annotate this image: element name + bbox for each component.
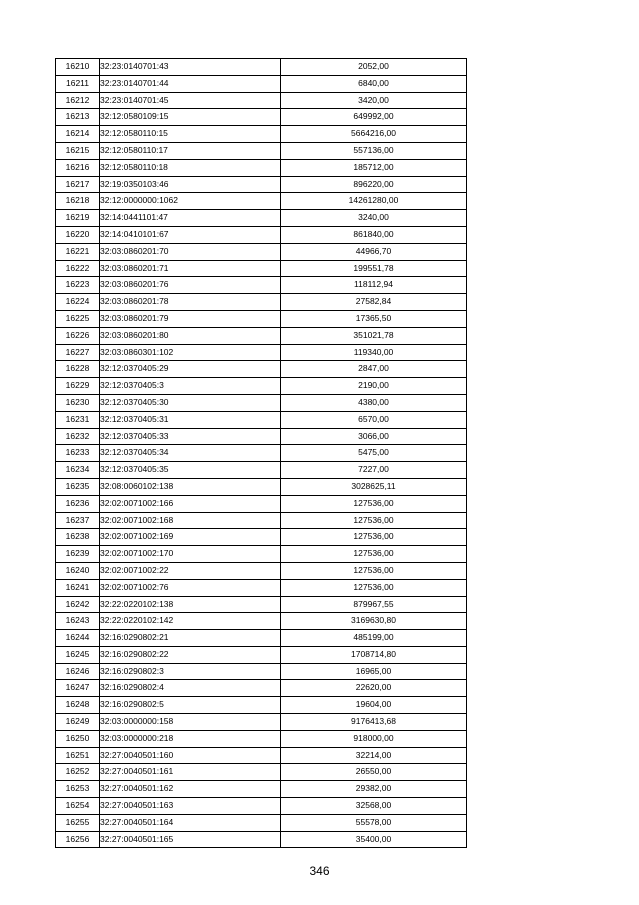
value-cell: 3240,00 <box>281 210 467 227</box>
value-cell: 22620,00 <box>281 680 467 697</box>
cadastral-number-cell: 32:23:0140701:45 <box>100 92 281 109</box>
cadastral-number-cell: 32:22:0220102:138 <box>100 596 281 613</box>
cadastral-number-cell: 32:02:0071002:22 <box>100 562 281 579</box>
row-number-cell: 16222 <box>56 260 100 277</box>
row-number-cell: 16225 <box>56 310 100 327</box>
cadastral-number-cell: 32:03:0860201:79 <box>100 310 281 327</box>
value-cell: 17365,50 <box>281 310 467 327</box>
cadastral-number-cell: 32:12:0000000:1062 <box>100 193 281 210</box>
table-row <box>56 814 467 831</box>
row-number-cell: 16221 <box>56 243 100 260</box>
table-row <box>56 697 467 714</box>
row-number-cell: 16227 <box>56 344 100 361</box>
row-number-cell: 16247 <box>56 680 100 697</box>
value-cell: 879967,55 <box>281 596 467 613</box>
value-cell: 4380,00 <box>281 394 467 411</box>
page-number: 346 <box>309 864 330 878</box>
value-cell: 3420,00 <box>281 92 467 109</box>
value-cell: 127536,00 <box>281 546 467 563</box>
table-row <box>56 613 467 630</box>
cadastral-number-cell: 32:12:0370405:33 <box>100 428 281 445</box>
cadastral-number-cell: 32:03:0860201:71 <box>100 260 281 277</box>
row-number-cell: 16242 <box>56 596 100 613</box>
table-row <box>56 159 467 176</box>
value-cell: 118112,94 <box>281 277 467 294</box>
row-number-cell: 16211 <box>56 75 100 92</box>
table-row <box>56 798 467 815</box>
row-number-cell: 16219 <box>56 210 100 227</box>
row-number-cell: 16223 <box>56 277 100 294</box>
cadastral-number-cell: 32:27:0040501:164 <box>100 814 281 831</box>
value-cell: 29382,00 <box>281 781 467 798</box>
row-number-cell: 16250 <box>56 730 100 747</box>
value-cell: 5475,00 <box>281 445 467 462</box>
records-table-body <box>56 59 467 848</box>
table-row <box>56 646 467 663</box>
table-row <box>56 445 467 462</box>
table-row <box>56 512 467 529</box>
cadastral-number-cell: 32:02:0071002:170 <box>100 546 281 563</box>
row-number-cell: 16213 <box>56 109 100 126</box>
cadastral-number-cell: 32:27:0040501:165 <box>100 831 281 848</box>
value-cell: 127536,00 <box>281 529 467 546</box>
value-cell: 32568,00 <box>281 798 467 815</box>
table-row <box>56 59 467 76</box>
cadastral-number-cell: 32:12:0370405:34 <box>100 445 281 462</box>
cadastral-number-cell: 32:03:0860201:80 <box>100 327 281 344</box>
table-row <box>56 75 467 92</box>
row-number-cell: 16232 <box>56 428 100 445</box>
cadastral-number-cell: 32:03:0860201:76 <box>100 277 281 294</box>
table-row <box>56 411 467 428</box>
cadastral-number-cell: 32:02:0071002:168 <box>100 512 281 529</box>
row-number-cell: 16235 <box>56 478 100 495</box>
table-row <box>56 680 467 697</box>
value-cell: 35400,00 <box>281 831 467 848</box>
value-cell: 1708714,80 <box>281 646 467 663</box>
cadastral-number-cell: 32:22:0220102:142 <box>100 613 281 630</box>
cadastral-number-cell: 32:12:0370405:29 <box>100 361 281 378</box>
cadastral-number-cell: 32:19:0350103:46 <box>100 176 281 193</box>
value-cell: 9176413,68 <box>281 714 467 731</box>
cadastral-number-cell: 32:03:0860301:102 <box>100 344 281 361</box>
cadastral-number-cell: 32:14:0410101:67 <box>100 226 281 243</box>
value-cell: 16965,00 <box>281 663 467 680</box>
value-cell: 557136,00 <box>281 142 467 159</box>
row-number-cell: 16228 <box>56 361 100 378</box>
cadastral-number-cell: 32:27:0040501:162 <box>100 781 281 798</box>
cadastral-number-cell: 32:23:0140701:44 <box>100 75 281 92</box>
row-number-cell: 16215 <box>56 142 100 159</box>
table-row <box>56 495 467 512</box>
row-number-cell: 16234 <box>56 462 100 479</box>
value-cell: 119340,00 <box>281 344 467 361</box>
value-cell: 3169630,80 <box>281 613 467 630</box>
value-cell: 32214,00 <box>281 747 467 764</box>
value-cell: 649992,00 <box>281 109 467 126</box>
row-number-cell: 16218 <box>56 193 100 210</box>
table-row <box>56 327 467 344</box>
row-number-cell: 16243 <box>56 613 100 630</box>
row-number-cell: 16226 <box>56 327 100 344</box>
cadastral-number-cell: 32:03:0000000:218 <box>100 730 281 747</box>
cadastral-number-cell: 32:03:0860201:70 <box>100 243 281 260</box>
value-cell: 127536,00 <box>281 512 467 529</box>
row-number-cell: 16224 <box>56 294 100 311</box>
cadastral-number-cell: 32:16:0290802:5 <box>100 697 281 714</box>
value-cell: 918000,00 <box>281 730 467 747</box>
table-row <box>56 562 467 579</box>
value-cell: 3066,00 <box>281 428 467 445</box>
row-number-cell: 16254 <box>56 798 100 815</box>
cadastral-number-cell: 32:14:0441101:47 <box>100 210 281 227</box>
cadastral-number-cell: 32:02:0071002:169 <box>100 529 281 546</box>
cadastral-number-cell: 32:12:0370405:3 <box>100 378 281 395</box>
table-row <box>56 378 467 395</box>
row-number-cell: 16229 <box>56 378 100 395</box>
cadastral-number-cell: 32:23:0140701:43 <box>100 59 281 76</box>
row-number-cell: 16248 <box>56 697 100 714</box>
row-number-cell: 16246 <box>56 663 100 680</box>
value-cell: 27582,84 <box>281 294 467 311</box>
row-number-cell: 16217 <box>56 176 100 193</box>
table-row <box>56 310 467 327</box>
table-row <box>56 344 467 361</box>
row-number-cell: 16233 <box>56 445 100 462</box>
cadastral-number-cell: 32:12:0580109:15 <box>100 109 281 126</box>
table-row <box>56 478 467 495</box>
table-row <box>56 462 467 479</box>
row-number-cell: 16255 <box>56 814 100 831</box>
row-number-cell: 16240 <box>56 562 100 579</box>
row-number-cell: 16230 <box>56 394 100 411</box>
value-cell: 2052,00 <box>281 59 467 76</box>
value-cell: 19604,00 <box>281 697 467 714</box>
cadastral-number-cell: 32:12:0580110:18 <box>100 159 281 176</box>
row-number-cell: 16245 <box>56 646 100 663</box>
value-cell: 26550,00 <box>281 764 467 781</box>
row-number-cell: 16238 <box>56 529 100 546</box>
cadastral-number-cell: 32:16:0290802:21 <box>100 630 281 647</box>
cadastral-number-cell: 32:12:0580110:17 <box>100 142 281 159</box>
table-row <box>56 747 467 764</box>
cadastral-number-cell: 32:16:0290802:4 <box>100 680 281 697</box>
row-number-cell: 16237 <box>56 512 100 529</box>
value-cell: 185712,00 <box>281 159 467 176</box>
cadastral-number-cell: 32:08:0060102:138 <box>100 478 281 495</box>
table-row <box>56 126 467 143</box>
row-number-cell: 16251 <box>56 747 100 764</box>
row-number-cell: 16249 <box>56 714 100 731</box>
table-row <box>56 714 467 731</box>
value-cell: 5664216,00 <box>281 126 467 143</box>
row-number-cell: 16241 <box>56 579 100 596</box>
value-cell: 861840,00 <box>281 226 467 243</box>
row-number-cell: 16210 <box>56 59 100 76</box>
row-number-cell: 16216 <box>56 159 100 176</box>
table-row <box>56 109 467 126</box>
cadastral-number-cell: 32:02:0071002:166 <box>100 495 281 512</box>
table-row <box>56 781 467 798</box>
row-number-cell: 16220 <box>56 226 100 243</box>
cadastral-number-cell: 32:16:0290802:22 <box>100 646 281 663</box>
value-cell: 127536,00 <box>281 562 467 579</box>
cadastral-number-cell: 32:27:0040501:163 <box>100 798 281 815</box>
cadastral-number-cell: 32:02:0071002:76 <box>100 579 281 596</box>
cadastral-number-cell: 32:12:0370405:35 <box>100 462 281 479</box>
cadastral-number-cell: 32:12:0370405:30 <box>100 394 281 411</box>
table-row <box>56 546 467 563</box>
cadastral-number-cell: 32:12:0580110:15 <box>100 126 281 143</box>
table-row <box>56 596 467 613</box>
cadastral-number-cell: 32:16:0290802:3 <box>100 663 281 680</box>
row-number-cell: 16253 <box>56 781 100 798</box>
table-row <box>56 193 467 210</box>
table-row <box>56 831 467 848</box>
row-number-cell: 16212 <box>56 92 100 109</box>
table-row <box>56 361 467 378</box>
value-cell: 2190,00 <box>281 378 467 395</box>
table-row <box>56 210 467 227</box>
value-cell: 44966,70 <box>281 243 467 260</box>
row-number-cell: 16231 <box>56 411 100 428</box>
table-row <box>56 277 467 294</box>
value-cell: 14261280,00 <box>281 193 467 210</box>
table-row <box>56 579 467 596</box>
table-row <box>56 730 467 747</box>
row-number-cell: 16239 <box>56 546 100 563</box>
table-row <box>56 260 467 277</box>
row-number-cell: 16244 <box>56 630 100 647</box>
value-cell: 2847,00 <box>281 361 467 378</box>
value-cell: 351021,78 <box>281 327 467 344</box>
value-cell: 199551,78 <box>281 260 467 277</box>
table-row <box>56 394 467 411</box>
cadastral-number-cell: 32:27:0040501:160 <box>100 747 281 764</box>
table-row <box>56 176 467 193</box>
row-number-cell: 16236 <box>56 495 100 512</box>
table-row <box>56 92 467 109</box>
table-row <box>56 428 467 445</box>
table-row <box>56 764 467 781</box>
table-row <box>56 529 467 546</box>
value-cell: 3028625,11 <box>281 478 467 495</box>
value-cell: 7227,00 <box>281 462 467 479</box>
row-number-cell: 16214 <box>56 126 100 143</box>
row-number-cell: 16256 <box>56 831 100 848</box>
cadastral-number-cell: 32:27:0040501:161 <box>100 764 281 781</box>
table-row <box>56 243 467 260</box>
value-cell: 896220,00 <box>281 176 467 193</box>
table-row <box>56 226 467 243</box>
cadastral-number-cell: 32:12:0370405:31 <box>100 411 281 428</box>
table-row <box>56 630 467 647</box>
value-cell: 6840,00 <box>281 75 467 92</box>
value-cell: 485199,00 <box>281 630 467 647</box>
table-row <box>56 663 467 680</box>
value-cell: 6570,00 <box>281 411 467 428</box>
cadastral-number-cell: 32:03:0860201:78 <box>100 294 281 311</box>
row-number-cell: 16252 <box>56 764 100 781</box>
value-cell: 55578,00 <box>281 814 467 831</box>
value-cell: 127536,00 <box>281 495 467 512</box>
table-row <box>56 294 467 311</box>
cadastral-number-cell: 32:03:0000000:158 <box>100 714 281 731</box>
table-row <box>56 142 467 159</box>
records-table <box>55 58 467 848</box>
value-cell: 127536,00 <box>281 579 467 596</box>
